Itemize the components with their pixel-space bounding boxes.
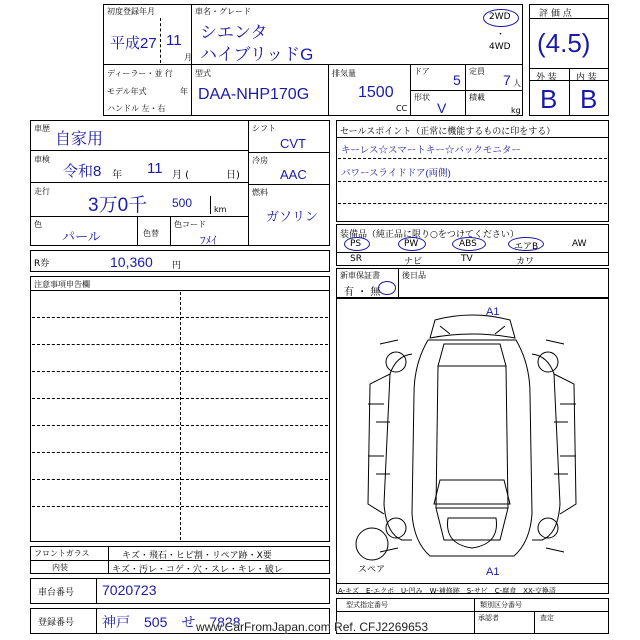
load-label: 積載 — [469, 93, 485, 102]
equip-leather: カワ — [516, 257, 535, 267]
shift-value: CVT — [280, 136, 306, 151]
inspection-month-unit: 月 ( — [172, 170, 190, 181]
car-name-label: 車名・グレード — [195, 7, 251, 16]
equip-abs: ABS — [459, 239, 477, 249]
category-label: 車歴 — [34, 124, 50, 133]
windshield-label: フロントガラス — [34, 549, 90, 558]
model-year-unit: 年 — [180, 87, 188, 96]
interior-cond-label: 内装 — [52, 563, 68, 572]
equip-airbag: エアB — [514, 242, 539, 252]
fuel-label: 燃料 — [252, 188, 268, 197]
registration-value: 神戸 505 せ 7828 — [102, 614, 241, 630]
registration-label: 登録番号 — [38, 618, 75, 628]
displacement-label: 排気量 — [332, 69, 356, 78]
mileage-main: 3万0千 — [88, 195, 148, 216]
ac-value: AAC — [280, 167, 307, 182]
inspection-year-unit: 年 — [112, 170, 122, 181]
color-code-label: 色コード — [174, 220, 206, 229]
drive-2wd: 2WD — [489, 12, 511, 22]
color-code-value: ﾌﾒｲ — [200, 235, 217, 247]
watermark: www.CarFromJapan.com Ref. CFJ2269653 — [196, 620, 429, 634]
yen-unit: 円 — [172, 261, 182, 271]
first-reg-label: 初度登録年月 — [107, 7, 155, 16]
warranty-label: 新車保証書 — [340, 271, 380, 280]
recycle-value: 10,360 — [110, 254, 153, 270]
equip-ps: PS — [350, 239, 362, 249]
mileage-sub: 500 — [172, 196, 193, 210]
capacity-value: 7 — [503, 72, 511, 88]
color-change-label: 色替 — [143, 229, 159, 238]
exterior-label: 外 装 — [536, 73, 557, 83]
model-year-label: モデル年式 — [107, 87, 147, 96]
inspection-year: 令和8 — [63, 163, 102, 180]
color-label: 色 — [34, 220, 42, 229]
drive-4wd: 4WD — [489, 42, 511, 52]
first-reg-era: 平成27 — [110, 35, 157, 52]
notes-label: 注意事項申告欄 — [34, 280, 90, 289]
ac-label: 冷房 — [252, 156, 268, 165]
equip-tv: TV — [461, 254, 473, 264]
cc-unit: CC — [396, 104, 408, 113]
inspection-month: 11 — [147, 160, 163, 177]
doors-label: ドア — [414, 67, 430, 76]
displacement-value: 1500 — [358, 84, 394, 101]
sales-point-line2: パワースライドドア(両側) — [341, 168, 451, 179]
rear-damage-mark: A1 — [486, 566, 500, 578]
dealer-label: ディーラー・並 行 — [107, 69, 173, 78]
equip-aw: AW — [572, 239, 587, 249]
equipment-label: 装備品（純正品に限り○をつけてください） — [340, 230, 519, 240]
handle-label: ハンドル 左・右 — [107, 104, 166, 113]
inspection-day-unit: 日) — [226, 170, 240, 181]
recycle-label: R券 — [34, 259, 50, 269]
inspection-label: 車検 — [34, 155, 50, 164]
equip-pw: PW — [404, 239, 419, 249]
spare-label: スペア — [358, 565, 386, 575]
car-name: シエンタ — [200, 23, 268, 42]
capacity-unit: 人 — [513, 79, 521, 88]
front-damage-mark: A1 — [486, 306, 500, 318]
chassis-value: 7020723 — [102, 582, 157, 598]
grade: ハイブリッドG — [200, 45, 314, 64]
shift-label: シフト — [252, 124, 276, 133]
equip-sr: SR — [350, 254, 362, 264]
shape-label: 形状 — [414, 93, 430, 102]
interior-options: キズ・汚レ・コゲ・穴・スレ・キレ・破レ — [112, 565, 283, 575]
mileage-label: 走行 — [34, 187, 50, 196]
exterior-grade: B — [540, 84, 558, 114]
later-label: 後日品 — [402, 271, 426, 280]
sales-point-line1: キーレス☆スマートキー☆バックモニター — [341, 145, 521, 156]
warranty-none-circle — [378, 281, 396, 295]
color-value: パール — [62, 229, 101, 244]
model-value: DAA-NHP170G — [198, 86, 310, 103]
first-reg-month: 11 — [166, 32, 182, 49]
chassis-block — [30, 578, 330, 604]
equip-navi: ナビ — [404, 257, 423, 267]
capacity-label: 定員 — [469, 67, 485, 76]
approver-label: 承認者 — [478, 614, 499, 622]
interior-label: 内 装 — [576, 73, 597, 83]
category-value: 自家用 — [55, 131, 104, 148]
sales-points-label: セールスポイント（正常に機能するものに印をする） — [340, 127, 556, 137]
windshield-options: キズ・飛石・ヒビ割・リペア跡・X要 — [122, 551, 272, 561]
car-diagram — [340, 304, 605, 580]
category-code-label: 類別区分番号 — [480, 601, 522, 609]
shape-value: V — [437, 100, 447, 116]
model-label: 型式 — [195, 69, 211, 78]
rating-label: 評 価 点 — [539, 9, 572, 19]
drive-dot: ・ — [496, 30, 506, 40]
month-unit: 月 — [184, 53, 192, 62]
model-designation-label: 型式指定番号 — [346, 601, 388, 609]
damage-legend: A-キズ E-エクボ U-凹み W-補修跡 S-サビ C-腐食 XX-交換済 — [338, 587, 556, 595]
interior-grade: B — [580, 84, 598, 114]
doors-value: 5 — [453, 72, 461, 88]
rating-score: (4.5) — [537, 28, 591, 58]
warranty-value: 有 ・ 無 — [344, 287, 381, 298]
load-unit: kg — [511, 106, 521, 115]
inspector-label: 査定 — [540, 614, 554, 622]
fuel-value: ガソリン — [266, 209, 319, 224]
km-unit: km — [214, 205, 227, 214]
chassis-label: 車台番号 — [38, 588, 75, 598]
